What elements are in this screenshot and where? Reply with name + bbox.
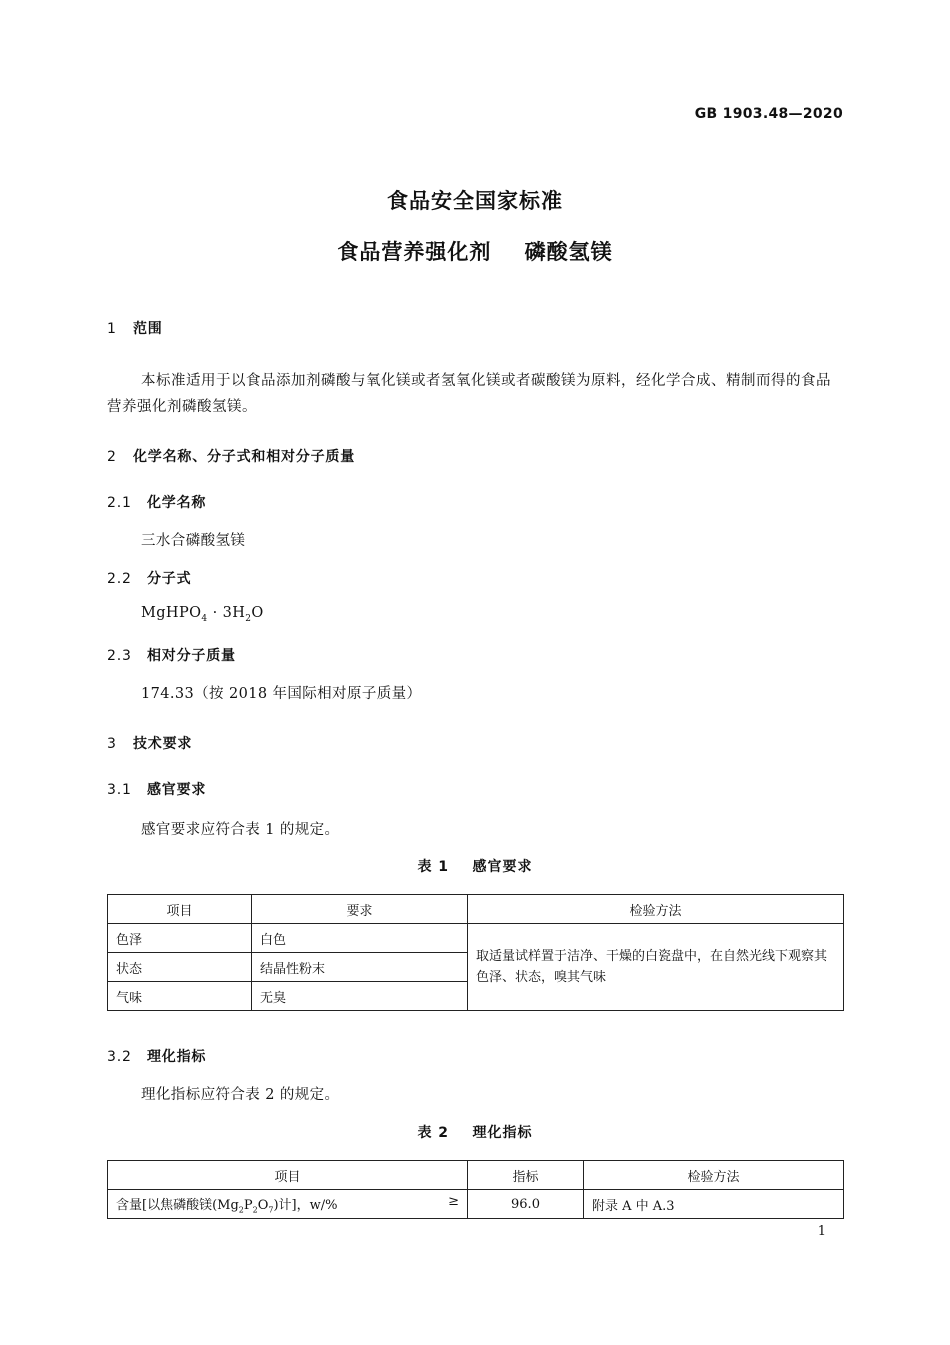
table-cell: 气味: [108, 982, 252, 1011]
section-2-heading: 2 化学名称、分子式和相对分子质量: [107, 449, 355, 465]
table-2-header-item: 项目: [108, 1161, 468, 1190]
table-row: [108, 1190, 844, 1219]
section-3-1-heading: 3.1 感官要求: [107, 782, 207, 798]
molecular-mass: 174.33（按 2018 年国际相对原子质量）: [141, 686, 422, 702]
section-2-1-heading: 2.1 化学名称: [107, 495, 207, 511]
section-1-text: 本标准适用于以食品添加剂磷酸与氧化镁或者氢氧化镁或者碳酸镁为原料，经化学合成、精制而得的食品营养强化剂磷酸氢镁。: [107, 373, 831, 415]
table-2-header-index: 指标: [468, 1161, 584, 1190]
table-2-item-cell: 含量[以焦磷酸镁$(Mg_2P_2O_7)$计]，w/% ≥: [108, 1190, 468, 1219]
table-cell: 色泽: [108, 924, 252, 953]
table-1-header-method: 检验方法: [468, 895, 844, 924]
table-2-caption: 表 2 理化指标: [417, 1125, 533, 1141]
greater-equal-symbol: ≥: [448, 1193, 459, 1209]
molecular-formula: MgHPO$_4$ · $3H_2O$: [141, 605, 264, 624]
standard-number: GB 1903.48—2020: [694, 106, 843, 122]
table-cell: 状态: [108, 953, 252, 982]
table-1-header-requirement: 要求: [252, 895, 468, 924]
section-1-heading: 1 范围: [107, 321, 163, 337]
page-number: 1: [817, 1224, 826, 1239]
table-1-header-item: 项目: [108, 895, 252, 924]
section-2-2-heading: 2.2 分子式: [107, 571, 192, 587]
section-3-2-heading: 3.2 理化指标: [107, 1049, 207, 1065]
section-3-heading: 3 技术要求: [107, 736, 193, 752]
table-2-header-method: 检验方法: [584, 1161, 844, 1190]
table-2-value-cell: 96.0: [468, 1190, 584, 1219]
table-1: [107, 894, 844, 1011]
section-2-3-heading: 2.3 相对分子质量: [107, 648, 236, 664]
sub-title: 食品营养强化剂 磷酸氢镁: [337, 240, 613, 264]
table-1-caption: 表 1 感官要求: [417, 859, 533, 875]
table-cell: 无臭: [252, 982, 468, 1011]
table-row: [108, 924, 844, 953]
main-title: 食品安全国家标准: [387, 189, 563, 213]
chemical-name: 三水合磷酸氢镁: [141, 533, 246, 549]
table-1-method-cell: 取适量试样置于洁净、干燥的白瓷盘中，在自然光线下观察其色泽、状态，嗅其气味: [468, 924, 844, 1011]
table-2-method-cell: 附录 A 中 A.3: [584, 1190, 844, 1219]
section-3-2-text: 理化指标应符合表 2 的规定。: [141, 1087, 340, 1103]
table-2: [107, 1160, 844, 1219]
section-3-1-text: 感官要求应符合表 1 的规定。: [141, 822, 340, 838]
table-cell: 白色: [252, 924, 468, 953]
table-cell: 结晶性粉末: [252, 953, 468, 982]
